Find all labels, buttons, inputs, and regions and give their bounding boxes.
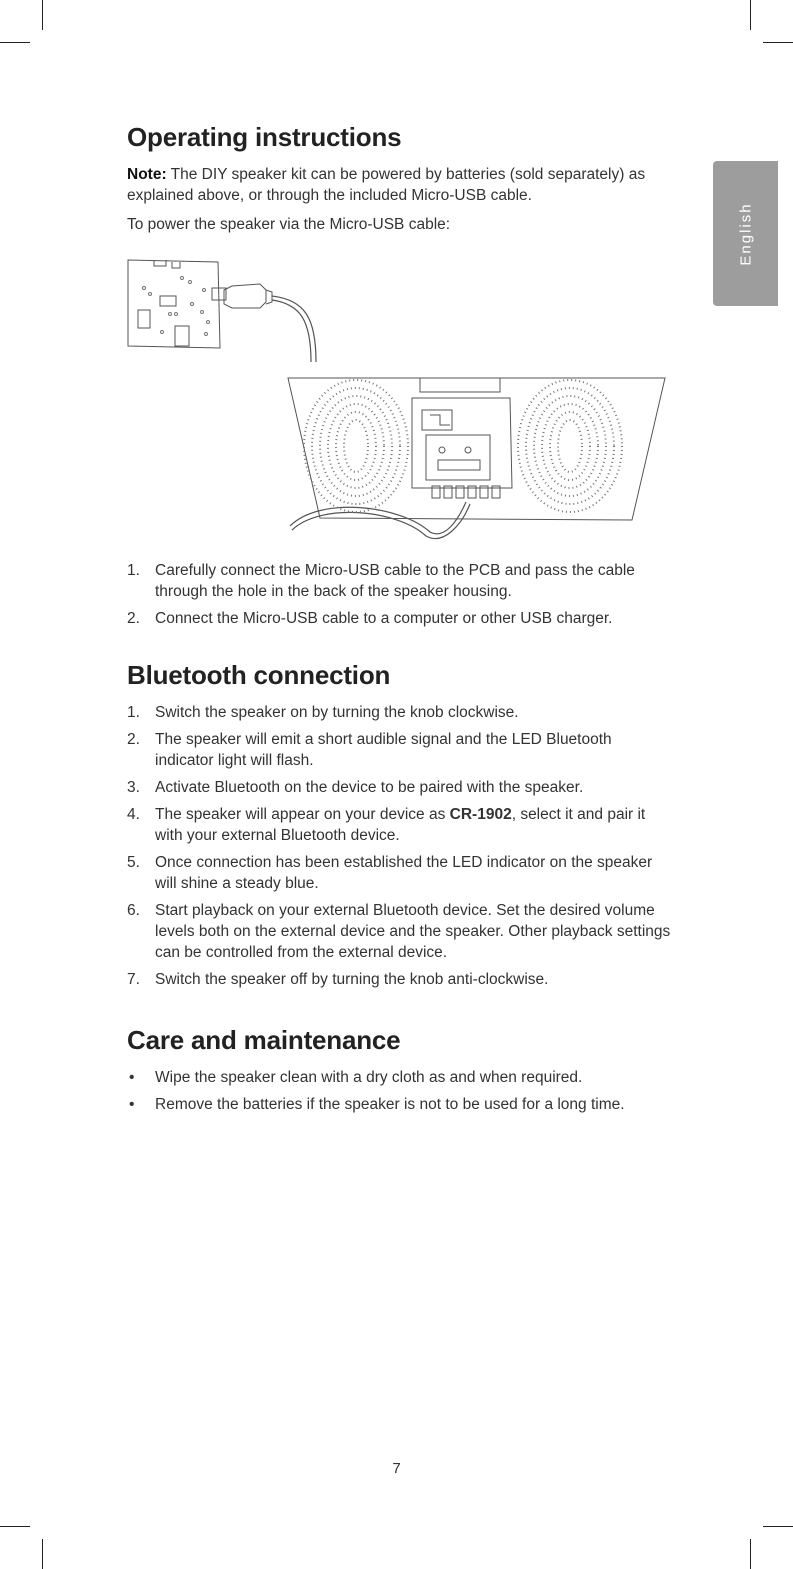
bullet-text: Wipe the speaker clean with a dry cloth as and when required.: [155, 1069, 583, 1086]
note-label: Note:: [127, 166, 167, 183]
step-text: Start playback on your external Bluetooth device. Set the desired volume levels both on the external device and the speaker. Other playback settings can be controlled from the external device.: [155, 902, 671, 961]
step-text: Activate Bluetooth on the device to be paired with the speaker.: [155, 779, 584, 796]
operating-heading: Operating instructions: [127, 122, 402, 152]
care-list: [127, 1067, 672, 1121]
note-text: The DIY speaker kit can be powered by batteries (sold separately) as explained above, or through the included Micro-USB cable.: [127, 166, 646, 204]
list-item: 5. Once connection has been established the LED indicator on the speaker will shine a steady blue.: [127, 854, 653, 892]
step-text: Connect the Micro-USB cable to a computer or other USB charger.: [155, 610, 613, 627]
step-text: Switch the speaker off by turning the knob anti-clockwise.: [155, 971, 549, 988]
list-item: 4. The speaker will appear on your device as CR-1902, select it and pair it with your external Bluetooth device.: [127, 806, 646, 844]
list-item: 2. The speaker will emit a short audible signal and the LED Bluetooth indicator light will flash.: [127, 731, 612, 769]
crop-mark: [42, 1539, 43, 1569]
step-text: Carefully connect the Micro-USB cable to the PCB and pass the cable through the hole in the back of the speaker housing.: [155, 562, 635, 600]
device-name: CR-1902: [449, 806, 512, 823]
crop-mark: [42, 0, 43, 30]
step-text: Once connection has been established the LED indicator on the speaker will shine a steady blue.: [155, 854, 653, 892]
list-item: • Wipe the speaker clean with a dry cloth as and when required.: [129, 1069, 583, 1086]
list-item: 7. Switch the speaker off by turning the knob anti-clockwise.: [127, 971, 549, 988]
bullet-text: Remove the batteries if the speaker is not to be used for a long time.: [155, 1096, 625, 1113]
list-item: 6. Start playback on your external Bluetooth device. Set the desired volume levels both on the external device and the speaker. Other playback settings can be controlled from the external device.: [127, 902, 671, 961]
bluetooth-steps: [127, 702, 672, 996]
crop-mark: [0, 42, 30, 43]
usb-cable: [272, 296, 316, 362]
pcb-board-icon: [128, 260, 226, 348]
left-speaker-grille: [304, 380, 408, 512]
crop-mark: [763, 42, 793, 43]
operating-note: [127, 164, 672, 206]
list-item: 3. Activate Bluetooth on the device to be paired with the speaker.: [127, 779, 584, 796]
operating-steps: [127, 560, 672, 635]
crop-mark: [750, 0, 751, 30]
step-text: The speaker will emit a short audible signal and the LED Bluetooth indicator light will flash.: [155, 731, 612, 769]
language-tab-label: English: [737, 201, 754, 266]
page-number: 7: [392, 1460, 401, 1477]
speaker-cable-illustration: [120, 250, 670, 545]
list-item: 2. Connect the Micro-USB cable to a computer or other USB charger.: [127, 610, 613, 627]
step-text: The speaker will appear on your device as CR-1902, select it and pair it with your external Bluetooth device.: [155, 806, 646, 844]
crop-mark: [0, 1526, 30, 1527]
crop-mark: [763, 1526, 793, 1527]
list-item: • Remove the batteries if the speaker is not to be used for a long time.: [129, 1096, 625, 1113]
list-item: 1. Switch the speaker on by turning the knob clockwise.: [127, 704, 519, 721]
speaker-housing-icon: [288, 378, 665, 520]
bluetooth-heading: Bluetooth connection: [127, 660, 391, 690]
right-speaker-grille: [518, 380, 622, 512]
list-item: 1. Carefully connect the Micro-USB cable to the PCB and pass the cable through the hole in the back of the speaker housing.: [127, 562, 635, 600]
operating-intro: To power the speaker via the Micro-USB cable:: [127, 216, 451, 233]
step-text: Switch the speaker on by turning the knob clockwise.: [155, 704, 519, 721]
micro-usb-plug-icon: [224, 284, 272, 308]
care-heading: Care and maintenance: [127, 1025, 401, 1055]
crop-mark: [750, 1539, 751, 1569]
language-tab: [713, 161, 778, 306]
